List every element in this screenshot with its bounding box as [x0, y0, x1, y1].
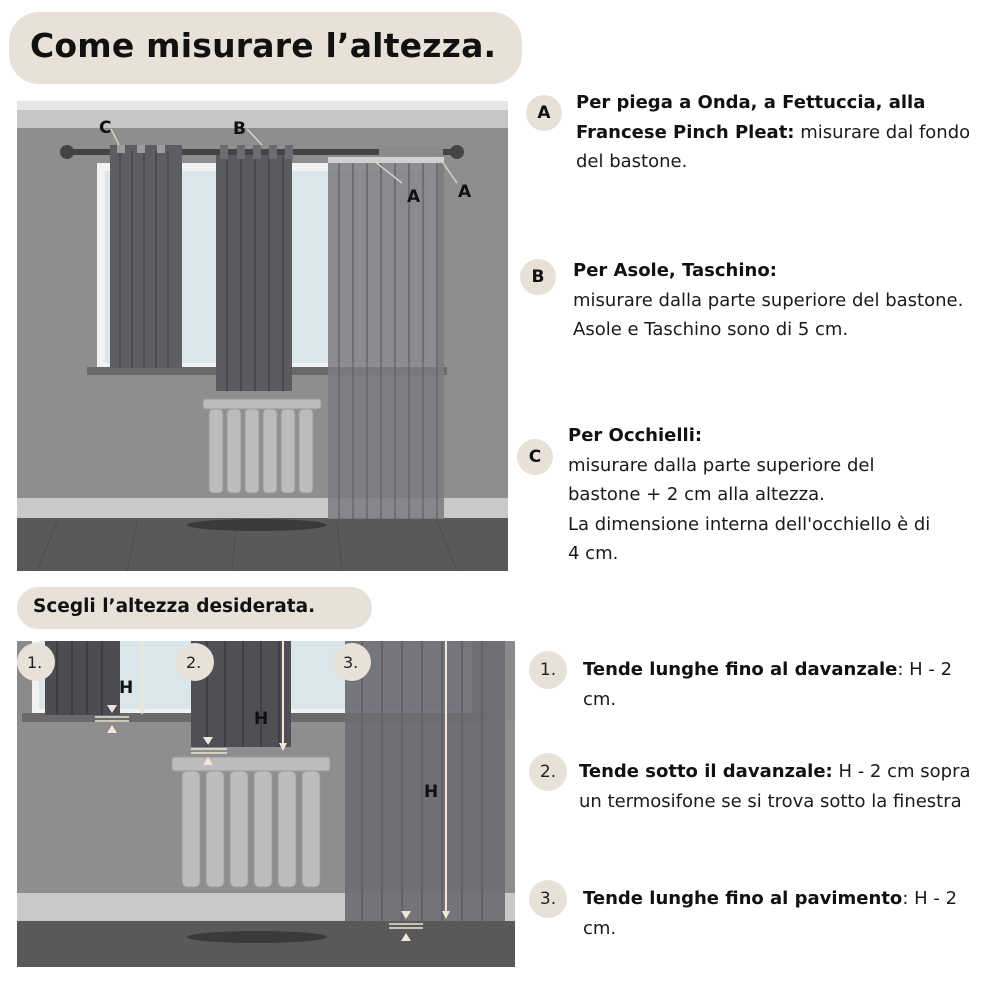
- option-2-rest: H - 2 cm sopra un termosifone se si trova sotto la finestra: [579, 761, 971, 812]
- method-c-line3: La dimensione interna dell'occhiello è di: [568, 513, 931, 535]
- method-c-line1: misurare dalla parte superiore del: [568, 454, 875, 476]
- method-b-text: [573, 256, 998, 345]
- method-c-text: [568, 421, 993, 569]
- badge-a: A: [526, 95, 562, 131]
- option-1-text: [583, 655, 983, 714]
- option-3-number: 3.: [529, 880, 567, 918]
- step-1-label: 1.: [27, 653, 43, 672]
- option-3-rest: : H - 2 cm.: [583, 888, 958, 939]
- method-c-line4: 4 cm.: [568, 543, 619, 564]
- label-a-1: A: [407, 187, 421, 207]
- h-label-1: H: [119, 678, 134, 698]
- option-1-rest: : H - 2 cm.: [583, 659, 953, 710]
- option-2-bold: Tende sotto il davanzale:: [579, 761, 833, 782]
- option-2-number: 2.: [529, 753, 567, 791]
- option-3-bold: Tende lunghe fino al pavimento: [583, 888, 903, 909]
- step-3-label: 3.: [343, 653, 359, 672]
- page-title: Come misurare l’altezza.: [30, 26, 497, 65]
- page-title-pill: [9, 12, 522, 84]
- method-c-bold: Per Occhielli:: [568, 425, 703, 446]
- method-c-line2: bastone + 2 cm alla altezza.: [568, 484, 825, 505]
- method-b-line1: misurare dalla parte superiore del bastone.: [573, 289, 964, 311]
- option-1-bold: Tende lunghe fino al davanzale: [583, 659, 898, 680]
- badge-c: C: [517, 439, 553, 475]
- method-b-line2: Asole e Taschino sono di 5 cm.: [573, 319, 849, 340]
- option-1-number: 1.: [529, 651, 567, 689]
- label-b: B: [233, 119, 246, 139]
- badge-b: B: [520, 259, 556, 295]
- option-3-text: [583, 884, 983, 943]
- h-label-3: H: [424, 782, 439, 802]
- subtitle: Scegli l’altezza desiderata.: [33, 596, 316, 617]
- step-2-label: 2.: [186, 653, 202, 672]
- option-2-text: [579, 757, 994, 816]
- height-options-illustration: [17, 641, 515, 967]
- label-a-2: A: [458, 182, 472, 202]
- measuring-illustration: [17, 101, 508, 571]
- method-a-text: [576, 88, 996, 177]
- method-a-bold: Per piega a Onda, a Fettuccia, alla Francese Pinch Pleat:: [576, 92, 926, 143]
- subtitle-pill: [17, 587, 372, 629]
- method-b-bold: Per Asole, Taschino:: [573, 260, 777, 281]
- h-label-2: H: [254, 709, 269, 729]
- label-c: C: [99, 118, 112, 138]
- method-a-rest: misurare dal fondo del bastone.: [576, 121, 971, 172]
